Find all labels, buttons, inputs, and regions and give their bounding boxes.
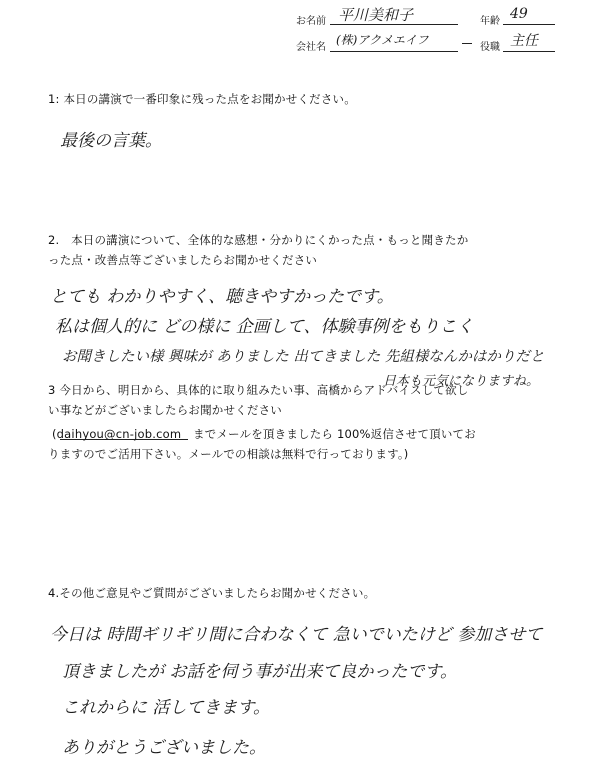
company-dash: [462, 43, 472, 44]
question-1: 1: 本日の講演で一番印象に残った点をお聞かせください。: [48, 92, 356, 106]
company-value: (株)アクメエイフ: [336, 33, 429, 47]
answer-2-line-4: 日本も元気になりますね。: [383, 374, 540, 389]
answer-4-line-3: これからに 活してきます。: [62, 698, 271, 718]
answer-4-line-4: ありがとうございました。: [62, 738, 266, 758]
name-value: 平川美和子: [338, 6, 414, 24]
answer-2-line-1: とても わかりやすく、聴きやすかったです。: [50, 287, 394, 307]
question-3-line-1: 3 今日から、明日から、具体的に取り組みたい事、高橋からアドバイスして欲し: [48, 383, 469, 397]
title-value: 主任: [510, 33, 538, 49]
title-label: 役職: [480, 42, 500, 53]
question-4: 4.その他ご意見やご質問がございましたらお聞かせください。: [48, 586, 376, 600]
age-underline: [503, 24, 555, 25]
company-label: 会社名: [296, 42, 326, 53]
age-value: 49: [510, 6, 528, 22]
answer-1: 最後の言葉。: [60, 131, 162, 151]
question-2-line-2: った点・改善点等ございましたらお聞かせください: [48, 253, 318, 267]
name-label: お名前: [296, 16, 326, 27]
age-label: 年齢: [480, 16, 500, 27]
answer-2-line-3: お聞きしたい様 興味が ありました 出てきました 先組様なんかはかりだと: [62, 349, 545, 365]
answer-4-line-1: 今日は 時間ギリギリ間に合わなくて 急いでいたけど 参加させて: [50, 625, 543, 645]
title-underline: [503, 51, 555, 52]
question-2-line-1: 2. 本日の講演について、全体的な感想・分かりにくかった点・もっと聞きたか: [48, 233, 469, 247]
answer-2-line-2: 私は個人的に どの様に 企画して、体験事例をもりこく: [55, 317, 474, 337]
question-3-note-line-2: りますのでご活用下さい。メールでの相談は無料で行っております。): [48, 447, 409, 461]
email-underline: [60, 439, 188, 440]
question-3-line-2: い事などがございましたらお聞かせください: [48, 403, 282, 417]
answer-4-line-2: 頂きましたが お話を伺う事が出来て良かったです。: [62, 662, 458, 682]
company-underline: [330, 51, 458, 52]
question-3-note-line-1: (daihyou@cn-job.com までメールを頂きましたら 100%返信させて頂いてお: [52, 427, 476, 441]
